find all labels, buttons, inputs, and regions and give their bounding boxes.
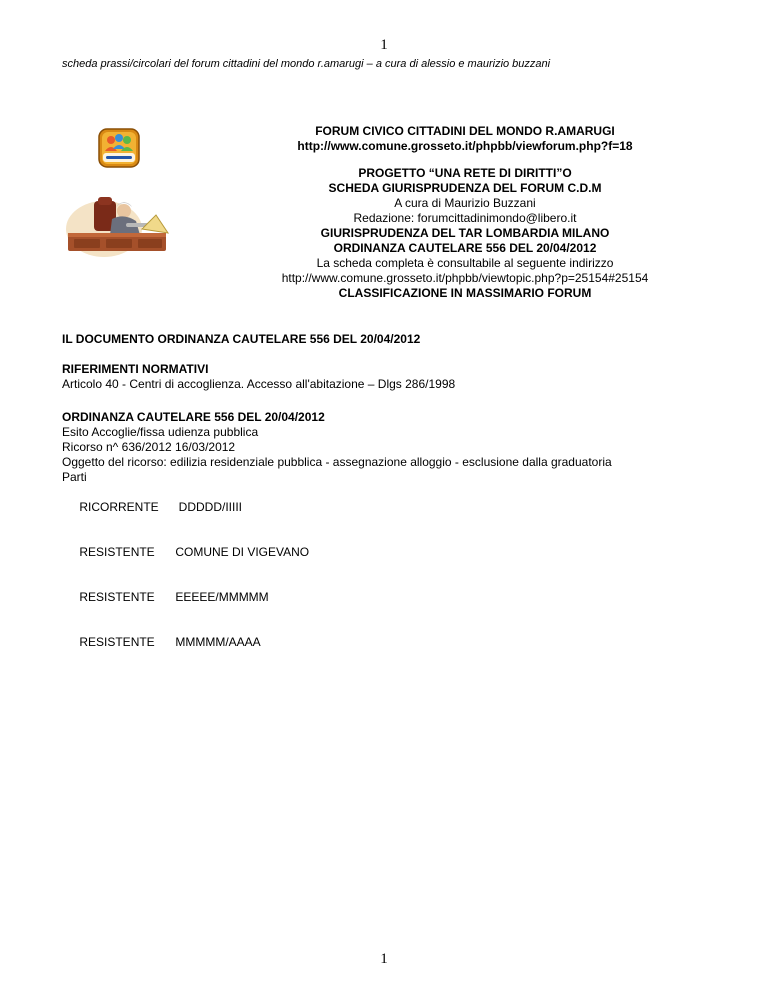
parti-row (62, 530, 742, 575)
riferimenti-section (62, 362, 742, 392)
header-page-number: 1 (380, 37, 388, 53)
documento-section (62, 332, 742, 347)
parti-name: EEEEE/MMMMM (175, 590, 269, 604)
parti-row (62, 575, 742, 620)
forum-url[interactable]: http://www.comune.grosseto.it/phpbb/viewforum.php?f=18 (297, 139, 633, 153)
redazione-line: Redazione: forumcittadinimondo@libero.it (353, 211, 577, 225)
footer-page-number: 1 (380, 951, 388, 967)
classificazione-title: CLASSIFICAZIONE IN MASSIMARIO FORUM (338, 286, 592, 300)
forum-name: FORUM CIVICO CITTADINI DEL MONDO R.AMARUGI (315, 124, 615, 138)
parti-row (62, 620, 742, 665)
parti-name: DDDDD/IIIII (175, 500, 243, 514)
ordinanza-title: ORDINANZA CAUTELARE 556 DEL 20/04/2012 (333, 241, 597, 255)
project-title: PROGETTO “UNA RETE DI DIRITTI”O (358, 166, 572, 180)
scheda-note: La scheda completa è consultabile al seguente indirizzo (316, 256, 614, 270)
parti-role: RESISTENTE (79, 635, 155, 649)
parti-label: Parti (62, 470, 87, 484)
topic-url[interactable]: http://www.comune.grosseto.it/phpbb/viewtopic.php?p=25154#25154 (281, 271, 649, 285)
ricorso-line: Ricorso n^ 636/2012 16/03/2012 (62, 440, 236, 454)
documento-heading: IL DOCUMENTO ORDINANZA CAUTELARE 556 DEL 20/04/2012 (62, 332, 421, 346)
giurisprudenza-title: GIURISPRUDENZA DEL TAR LOMBARDIA MILANO (320, 226, 610, 240)
esito-line: Esito Accoglie/fissa udienza pubblica (62, 425, 259, 439)
parti-role: RESISTENTE (79, 545, 155, 559)
curator-line: A cura di Maurizio Buzzani (394, 196, 536, 210)
running-header: scheda prassi/circolari del forum cittadini del mondo r.amarugi – a cura di alessio e maurizio buzzani (62, 58, 551, 70)
oggetto-line: Oggetto del ricorso: edilizia residenziale pubblica - assegnazione alloggio - esclusione dalla graduatoria (62, 455, 612, 469)
parti-name: COMUNE DI VIGEVANO (175, 545, 310, 559)
riferimenti-text: Articolo 40 - Centri di accoglienza. Accesso all'abitazione – Dlgs 286/1998 (62, 377, 456, 391)
forum-logo-icon (96, 127, 142, 169)
judge-at-bench-icon (64, 193, 172, 259)
parti-role: RICORRENTE (79, 500, 159, 514)
scheda-title: SCHEDA GIURISPRUDENZA DEL FORUM C.D.M (328, 181, 602, 195)
ordinanza-heading: ORDINANZA CAUTELARE 556 DEL 20/04/2012 (62, 410, 325, 424)
parti-role: RESISTENTE (79, 590, 155, 604)
parti-row (62, 485, 742, 530)
ordinanza-section (62, 410, 742, 665)
riferimenti-heading: RIFERIMENTI NORMATIVI (62, 362, 209, 376)
intro-block (210, 124, 720, 301)
parti-name: MMMMM/AAAA (175, 635, 261, 649)
